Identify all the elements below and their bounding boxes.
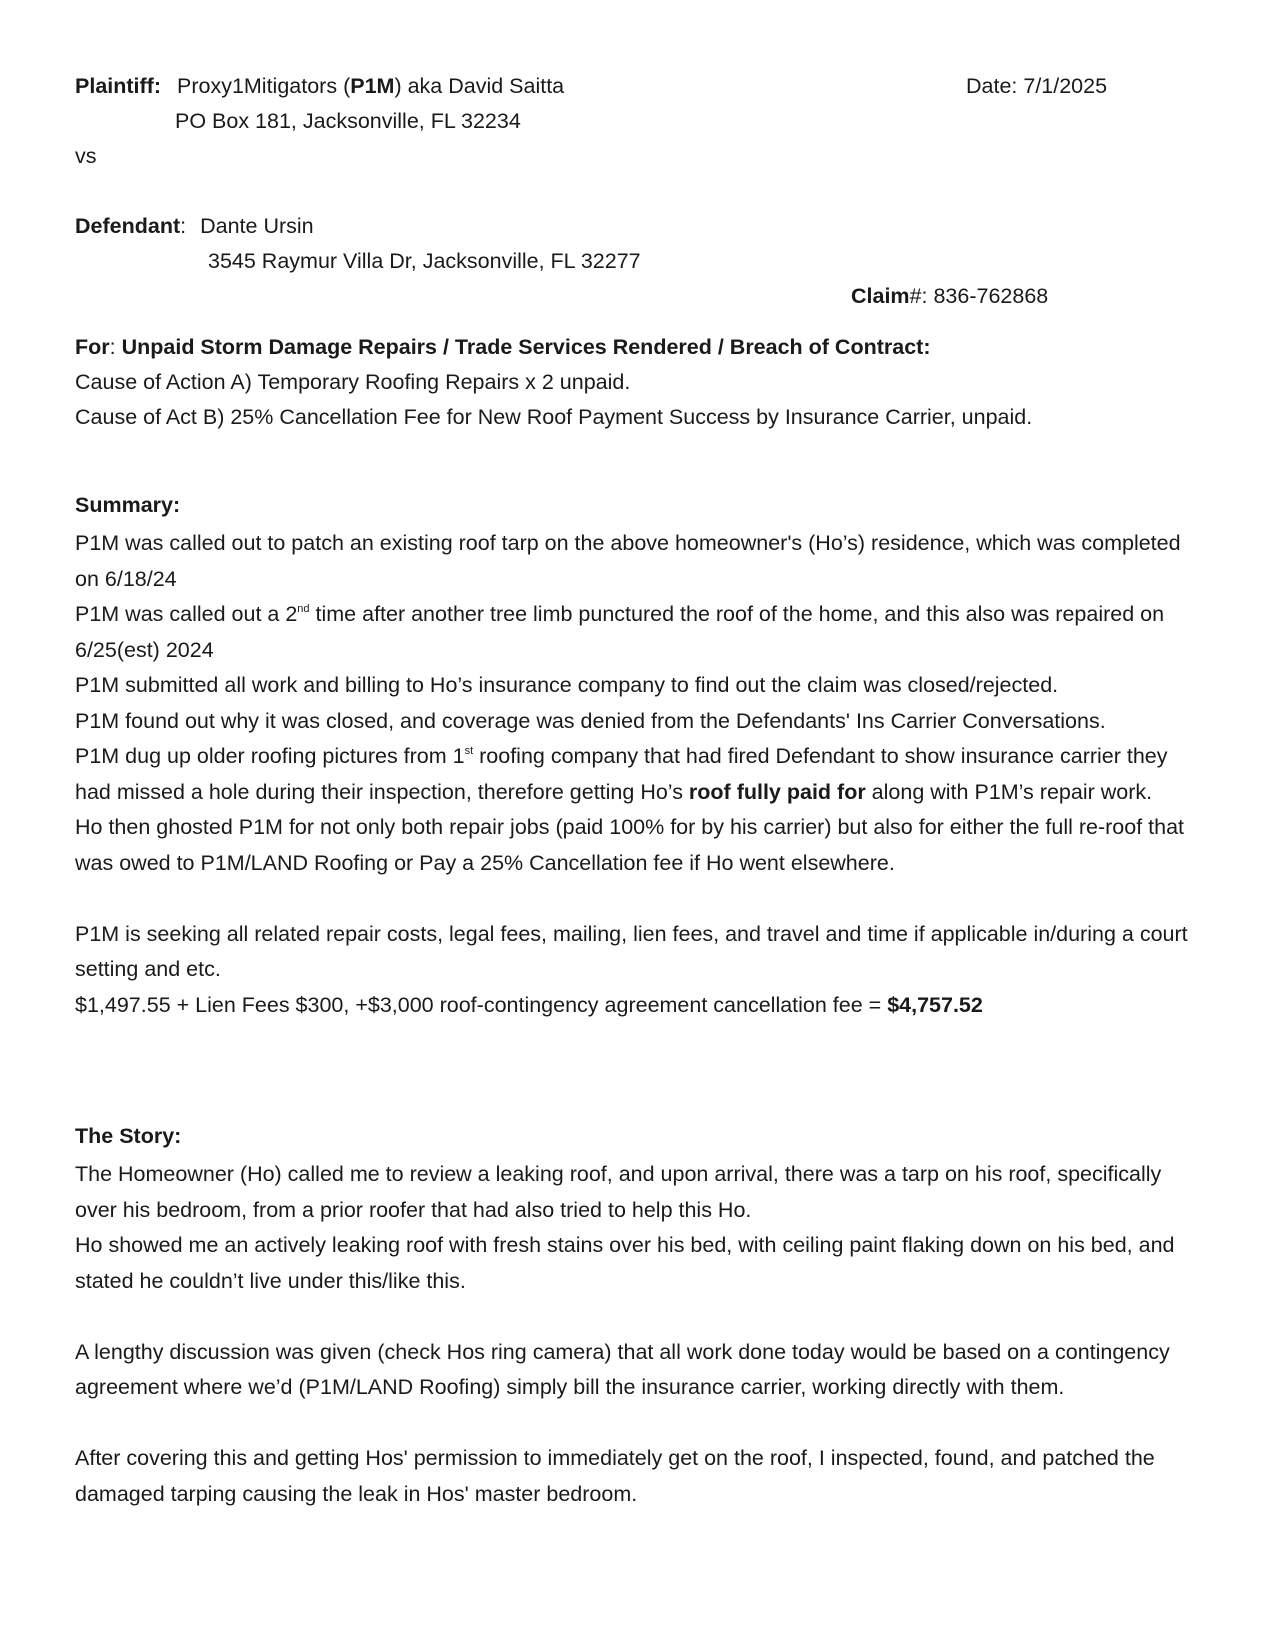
defendant-label: Defendant: [75, 214, 181, 238]
story-heading: The Story:: [75, 1124, 182, 1148]
for-label: For: [75, 335, 110, 359]
summary-paragraph: P1M was called out to patch an existing roof tarp on the above homeowner's (Ho’s) residence, which was completed on 6/18/24: [75, 531, 1181, 591]
summary-p5-bold: roof fully paid for: [688, 779, 866, 804]
defendant-sep: :: [180, 214, 187, 238]
defendant-address: 3545 Raymur Villa Dr, Jacksonville, FL 32277: [208, 249, 641, 273]
story-spacer: [75, 1299, 1205, 1335]
cause-of-action-a: Cause of Action A) Temporary Roofing Repairs x 2 unpaid.: [75, 370, 631, 394]
cause-of-action-b: Cause of Act B) 25% Cancellation Fee for New Roof Payment Success by Insurance Carrier, unpaid.: [75, 405, 1033, 429]
summary-p5-mid: roofing company that had fired Defendant to show insurance carrier they had missed a hole during their inspection, therefore getting Ho’s: [75, 744, 1168, 804]
amount-breakdown: $1,497.55 + Lien Fees $300, +$3,000 roof-contingency agreement cancellation fee =: [75, 992, 888, 1017]
plaintiff-label: Plaintiff:: [75, 74, 161, 98]
for-sep: :: [109, 335, 122, 359]
claim-number: [851, 284, 1048, 309]
story-body: [75, 1157, 1205, 1512]
summary-p5-post: along with P1M’s repair work.: [865, 779, 1153, 804]
defendant-line: [75, 214, 314, 239]
summary-body: [75, 526, 1205, 1023]
story-spacer: [75, 1406, 1205, 1442]
plaintiff-name-pre: Proxy1Mitigators (: [176, 74, 351, 98]
document-date: Date: 7/1/2025: [966, 74, 1108, 98]
summary-paragraph: [75, 597, 1205, 668]
summary-p5-pre: P1M dug up older roofing pictures from 1: [75, 744, 465, 768]
plaintiff-name-post: ) aka David Saitta: [394, 74, 565, 98]
summary-heading: Summary:: [75, 493, 181, 517]
ordinal-suffix: nd: [297, 603, 310, 615]
story-paragraph: After covering this and getting Hos' permission to immediately get on the roof, I inspected, found, and patched the damaged tarping causing the leak in Hos' master bedroom.: [75, 1446, 1155, 1506]
story-paragraph: The Homeowner (Ho) called me to review a leaking roof, and upon arrival, there was a tarp on his roof, specifically over his bedroom, from a prior roofer that had also tried to help this Ho.: [75, 1162, 1162, 1222]
summary-paragraph: P1M found out why it was closed, and coverage was denied from the Defendants' Ins Carrier Conversations.: [75, 708, 1106, 733]
summary-spacer: [75, 881, 1205, 917]
summary-paragraph: Ho then ghosted P1M for not only both repair jobs (paid 100% for by his carrier) but also for either the full re-roof that was owed to P1M/LAND Roofing or Pay a 25% Cancellation fee if Ho went elsewhere.: [75, 815, 1185, 875]
story-paragraph: A lengthy discussion was given (check Hos ring camera) that all work done today would be based on a contingency agreement where we’d (P1M/LAND Roofing) simply bill the insurance carrier, working directly with them.: [75, 1339, 1170, 1399]
plaintiff-abbrev: P1M: [350, 74, 395, 98]
summary-paragraph: [75, 739, 1205, 810]
story-paragraph: Ho showed me an actively leaking roof with fresh stains over his bed, with ceiling paint flaking down on his bed, and stated he couldn’t live under this/like this.: [75, 1233, 1175, 1293]
summary-paragraph: P1M is seeking all related repair costs, legal fees, mailing, lien fees, and travel and time if applicable in/during a court setting and etc.: [75, 921, 1188, 981]
claim-label: Claim: [851, 284, 910, 308]
versus-text: vs: [75, 144, 97, 168]
summary-p2-pre: P1M was called out a 2: [75, 602, 298, 626]
for-title: Unpaid Storm Damage Repairs / Trade Services Rendered / Breach of Contract:: [121, 335, 931, 359]
amount-line: [75, 988, 1205, 1024]
defendant-name: Dante Ursin: [200, 214, 314, 238]
amount-total: $4,757.52: [887, 992, 983, 1017]
ordinal-suffix: st: [464, 745, 474, 757]
summary-paragraph: P1M submitted all work and billing to Ho’s insurance company to find out the claim was closed/rejected.: [75, 673, 1059, 697]
plaintiff-address: PO Box 181, Jacksonville, FL 32234: [175, 109, 521, 133]
claim-value: #: 836-762868: [909, 284, 1049, 308]
for-line: [75, 335, 930, 360]
summary-p2-post: time after another tree limb punctured the roof of the home, and this also was repaired on 6/25(est) 2024: [75, 602, 1165, 662]
plaintiff-line: [75, 74, 564, 99]
